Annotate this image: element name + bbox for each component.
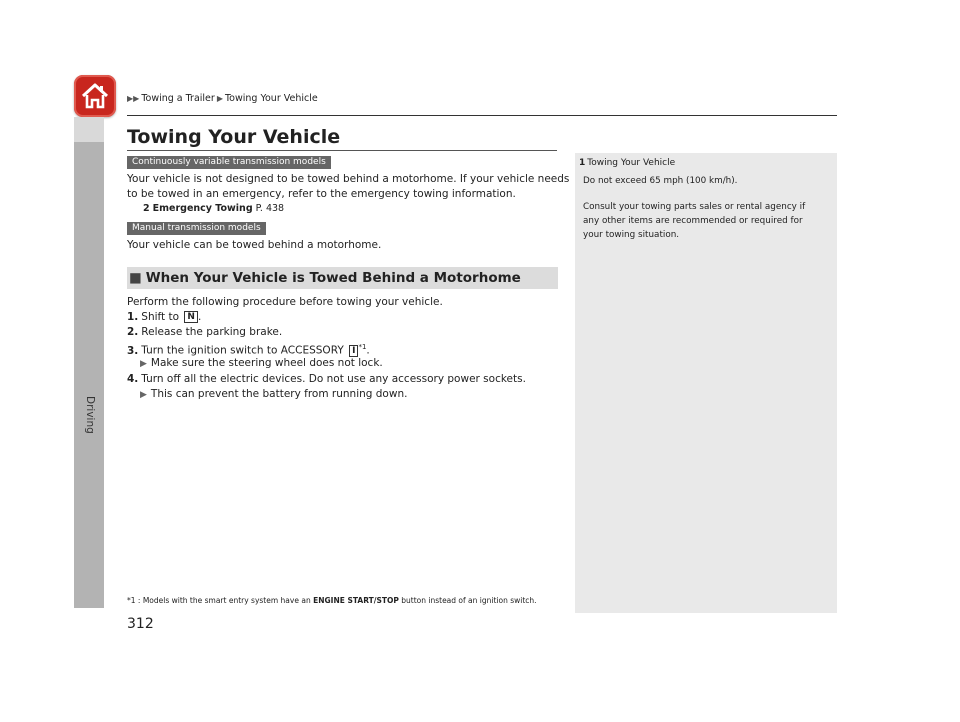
section-heading [127,267,558,289]
side-note-number: 1 [579,158,586,168]
breadcrumb-arrow-icon: ▶▶ [127,94,140,103]
header-rule [127,115,837,116]
square-bullet-icon: ■ [129,270,142,286]
ref-page: P. 438 [255,203,285,214]
breadcrumb [127,93,318,104]
manual-model-tag: Manual transmission models [127,222,266,235]
emergency-towing-link[interactable] [143,203,284,214]
cvt-model-tag: Continuously variable transmission models [127,156,331,169]
home-icon [79,80,111,112]
section-intro: Perform the following procedure before towing your vehicle. [127,296,443,308]
step-4: 4. Turn off all the electric devices. Do not use any accessory power sockets. [127,373,526,385]
note-arrow-icon: ▶ [140,390,147,400]
breadcrumb-item-towing-vehicle[interactable]: Towing Your Vehicle [224,93,318,104]
ref-label: Emergency Towing [152,203,253,214]
page-number: 312 [127,616,154,632]
side-note-title: 1 Towing Your Vehicle [579,158,676,168]
sidebar-label: Driving [84,396,96,434]
breadcrumb-arrow-icon: ▶ [216,94,223,103]
step-1: 1. Shift to N . [127,311,202,323]
page-title: Towing Your Vehicle [127,126,341,148]
gear-n-key: N [184,311,198,323]
step-3: 3. Turn the ignition switch to ACCESSORY I $^{*1}$. [127,343,370,357]
side-note-speed: Do not exceed 65 mph (100 km/h). [583,176,738,186]
accessory-key: I [349,345,358,357]
chapter-sidebar[interactable] [74,142,104,608]
title-rule [127,150,557,151]
reference-arrow-icon: 2 [143,203,150,214]
home-button[interactable] [74,75,116,117]
section-heading-text: When Your Vehicle is Towed Behind a Motorhome [145,270,521,286]
breadcrumb-item-towing-trailer[interactable]: Towing a Trailer [141,93,215,104]
manual-text: Your vehicle can be towed behind a motorhome. [127,239,382,251]
sidebar-top-block [74,117,104,142]
footnote: *1 : Models with the smart entry system have an ENGINE START/STOP button instead of an ignition switch. [127,596,537,605]
step-2: 2. Release the parking brake. [127,326,283,338]
step-3-note: ▶ Make sure the steering wheel does not lock. [140,357,383,369]
side-note-consult: Consult your towing parts sales or rental agency if any other items are recommended or required for your towing situation. [583,202,806,240]
note-arrow-icon: ▶ [140,359,147,369]
step-4-note: ▶ This can prevent the battery from running down. [140,388,408,400]
cvt-text-line2: to be towed in an emergency, refer to the emergency towing information. [127,188,516,200]
cvt-text-line1: Your vehicle is not designed to be towed behind a motorhome. If your vehicle needs [127,173,570,185]
